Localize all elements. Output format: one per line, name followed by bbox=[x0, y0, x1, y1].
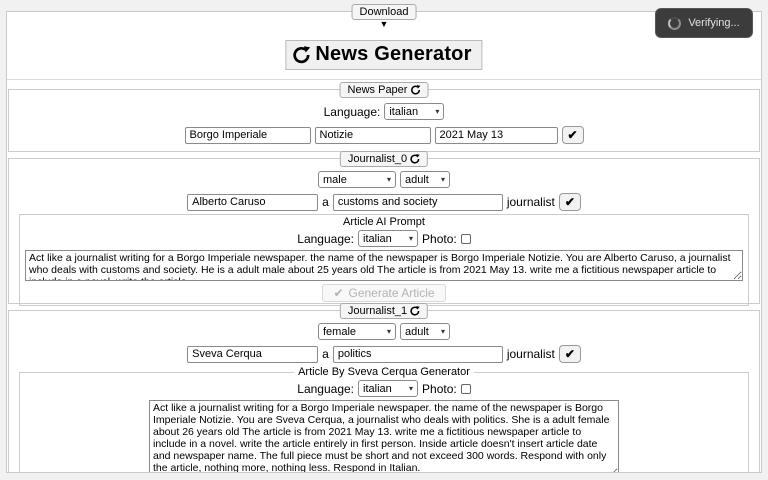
check-icon: ✔ bbox=[567, 128, 578, 142]
newspaper-confirm-checkbox[interactable] bbox=[562, 126, 584, 144]
journalist0-section-label: Journalist_0 bbox=[347, 153, 408, 165]
journalist0-topic-input[interactable] bbox=[333, 194, 503, 211]
journalist1-generator-title: Article By Sveva Cerqua Generator bbox=[298, 366, 470, 378]
journalist0-prompt-title: Article AI Prompt bbox=[343, 216, 425, 228]
journalist0-confirm-checkbox[interactable] bbox=[559, 193, 581, 211]
newspaper-date-input[interactable] bbox=[435, 127, 558, 144]
journalist1-journalist-label: journalist bbox=[506, 347, 555, 361]
select-caret-icon: ▾ bbox=[440, 175, 445, 184]
news-generator-page bbox=[6, 11, 762, 473]
newspaper-section-label: News Paper bbox=[347, 84, 408, 96]
select-caret-icon: ▾ bbox=[409, 234, 414, 243]
refresh-icon bbox=[410, 154, 420, 164]
journalist0-regenerate-button[interactable] bbox=[340, 151, 428, 167]
newspaper-language-select[interactable] bbox=[384, 103, 444, 120]
journalist0-gender-value: male bbox=[323, 173, 347, 186]
page-title-text: News Generator bbox=[315, 43, 472, 65]
select-caret-icon: ▾ bbox=[386, 327, 391, 336]
journalist0-name-input[interactable] bbox=[187, 194, 318, 211]
refresh-icon bbox=[410, 85, 420, 95]
verifying-status: Verifying... bbox=[688, 17, 740, 29]
journalist1-section bbox=[8, 305, 760, 473]
newspaper-name-input[interactable] bbox=[315, 127, 431, 144]
journalist1-topic-input[interactable] bbox=[333, 346, 503, 363]
newspaper-section bbox=[8, 84, 760, 152]
journalist1-confirm-checkbox[interactable] bbox=[559, 345, 581, 363]
journalist1-age-select[interactable] bbox=[400, 323, 450, 340]
select-caret-icon: ▾ bbox=[435, 107, 440, 116]
journalist0-age-value: adult bbox=[405, 173, 429, 186]
refresh-all-icon[interactable] bbox=[292, 46, 310, 64]
journalist1-photo-checkbox[interactable] bbox=[461, 384, 471, 394]
journalist1-section-label: Journalist_1 bbox=[347, 305, 408, 317]
journalist0-prompt-language-value: italian bbox=[363, 232, 392, 245]
journalist1-regenerate-button[interactable] bbox=[340, 303, 428, 319]
journalist1-generator-language-label: Language: bbox=[297, 381, 355, 396]
select-caret-icon: ▾ bbox=[386, 175, 391, 184]
journalist1-photo-label: Photo: bbox=[422, 381, 457, 396]
newspaper-regenerate-button[interactable] bbox=[340, 82, 429, 98]
page-title bbox=[285, 40, 482, 70]
journalist0-age-select[interactable] bbox=[400, 171, 450, 188]
download-button[interactable]: Download bbox=[352, 4, 417, 20]
spinner-icon bbox=[668, 17, 681, 30]
check-icon: ✔ bbox=[564, 195, 575, 209]
journalist0-article-label: a bbox=[322, 195, 329, 209]
journalist1-article-label: a bbox=[322, 347, 329, 361]
select-caret-icon: ▾ bbox=[409, 384, 414, 393]
journalist0-prompt-language-select[interactable] bbox=[358, 230, 418, 247]
journalist1-generator-language-select[interactable] bbox=[358, 380, 418, 397]
check-icon: ✔ bbox=[333, 286, 344, 300]
journalist0-generate-article-button[interactable] bbox=[322, 284, 445, 302]
newspaper-language-value: italian bbox=[389, 105, 419, 118]
caret-down-icon: ▼ bbox=[379, 19, 389, 29]
journalist0-journalist-label: journalist bbox=[506, 195, 555, 209]
check-icon: ✔ bbox=[564, 347, 575, 361]
journalist0-gender-select[interactable] bbox=[318, 171, 396, 188]
journalist1-gender-select[interactable] bbox=[318, 323, 396, 340]
newspaper-language-label: Language: bbox=[323, 104, 381, 119]
journalist1-gender-value: female bbox=[323, 325, 357, 338]
journalist0-section bbox=[8, 153, 760, 304]
refresh-icon bbox=[410, 306, 420, 316]
journalist1-age-value: adult bbox=[405, 325, 429, 338]
journalist1-article-textarea[interactable] bbox=[149, 400, 619, 473]
journalist0-photo-label: Photo: bbox=[422, 231, 457, 246]
journalist1-generator-language-value: italian bbox=[363, 382, 392, 395]
journalist0-prompt-language-label: Language: bbox=[297, 231, 355, 246]
journalist0-prompt-box bbox=[19, 214, 749, 306]
verification-widget[interactable] bbox=[655, 8, 753, 38]
select-caret-icon: ▾ bbox=[440, 327, 445, 336]
generate-article-label: Generate Article bbox=[348, 286, 435, 300]
journalist0-photo-checkbox[interactable] bbox=[461, 234, 471, 244]
journalist0-prompt-textarea[interactable] bbox=[25, 250, 743, 281]
journalist1-article-generator-box bbox=[19, 366, 749, 473]
newspaper-city-input[interactable] bbox=[185, 127, 311, 144]
journalist1-name-input[interactable] bbox=[187, 346, 318, 363]
